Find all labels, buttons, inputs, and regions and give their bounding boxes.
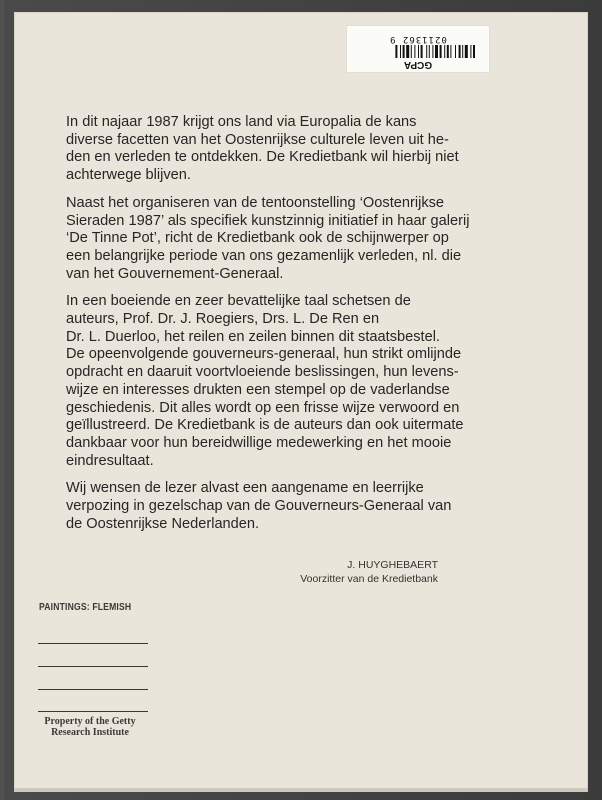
text-line: opdracht en daaruit voortvloeiende beslissingen, hun levens-	[66, 364, 459, 381]
text-line: van het Gouvernement-Generaal.	[66, 265, 284, 282]
text-line: Sieraden 1987’ als specifiek kunstzinnig initiatief in haar galerij	[66, 212, 470, 229]
text-line: de Oostenrijkse Nederlanden.	[66, 515, 260, 532]
blank-line	[38, 666, 148, 667]
text-line: den en verleden te ontdekken. De Kredietbank wil hierbij niet	[66, 149, 459, 166]
body-text	[66, 114, 470, 543]
text-line: In een boeiende en zeer bevattelijke taal schetsen de	[66, 293, 411, 310]
barcode-icon	[361, 45, 475, 58]
paragraph-4	[66, 480, 452, 533]
paragraph-3	[66, 293, 464, 470]
blank-line	[38, 689, 148, 690]
text-line: wijze en interesses drukten een stempel op de vaderlandse	[66, 381, 450, 398]
signatory-name: J. HUYGHEBAERT	[347, 559, 438, 571]
text-line: De opeenvolgende gouverneurs-generaal, hun strikt omlijnde	[66, 346, 462, 363]
text-line: dankbaar voor hun bereidwillige medewerking en het mooie	[66, 434, 452, 451]
paragraph-1	[66, 114, 459, 185]
text-line: verpozing in gezelschap van de Gouverneurs-Generaal van	[66, 498, 452, 515]
text-line: Wij wensen de lezer alvast een aangename en leerrijke	[66, 480, 424, 497]
signature-block	[250, 559, 438, 586]
barcode-number: 0211362 9	[389, 34, 447, 44]
text-line: een belangrijke periode van ons gezamenlijk verleden, nl. die	[66, 247, 462, 264]
signatory-title: Voorzitter van de Kredietbank	[300, 572, 438, 585]
blank-line	[38, 711, 148, 712]
property-stamp-line: Research Institute	[51, 727, 129, 738]
text-line: diverse facetten van het Oostenrijkse culturele leven uit he-	[66, 131, 449, 148]
blank-line	[38, 643, 148, 644]
barcode-label	[347, 26, 489, 72]
text-line: geïllustreerd. De Kredietbank is de auteurs dan ook uitermate	[66, 417, 464, 434]
text-line: ‘De Tinne Pot’, richt de Kredietbank ook de schijnwerper op	[66, 230, 449, 247]
text-line: achterwege blijven.	[66, 167, 191, 184]
text-line: Naast het organiseren van de tentoonstelling ‘Oostenrijkse	[66, 194, 445, 211]
property-stamp	[38, 716, 142, 738]
category-stamp: PAINTINGS: FLEMISH	[39, 602, 132, 613]
property-stamp-line: Property of the Getty	[44, 716, 136, 727]
text-line: auteurs, Prof. Dr. J. Roegiers, Drs. L. De Ren en	[66, 311, 380, 328]
text-line: eindresultaat.	[66, 452, 154, 469]
text-line: In dit najaar 1987 krijgt ons land via Europalia de kans	[66, 114, 417, 130]
page-bottom-edge	[14, 788, 588, 792]
paragraph-2	[66, 194, 470, 284]
text-line: geschiedenis. Dit alles wordt op een frisse wijze verwoord en	[66, 399, 460, 416]
barcode-code: GCPA	[403, 59, 433, 70]
text-line: Dr. L. Duerloo, het reilen en zeilen binnen dit staatsbestel.	[66, 328, 440, 345]
